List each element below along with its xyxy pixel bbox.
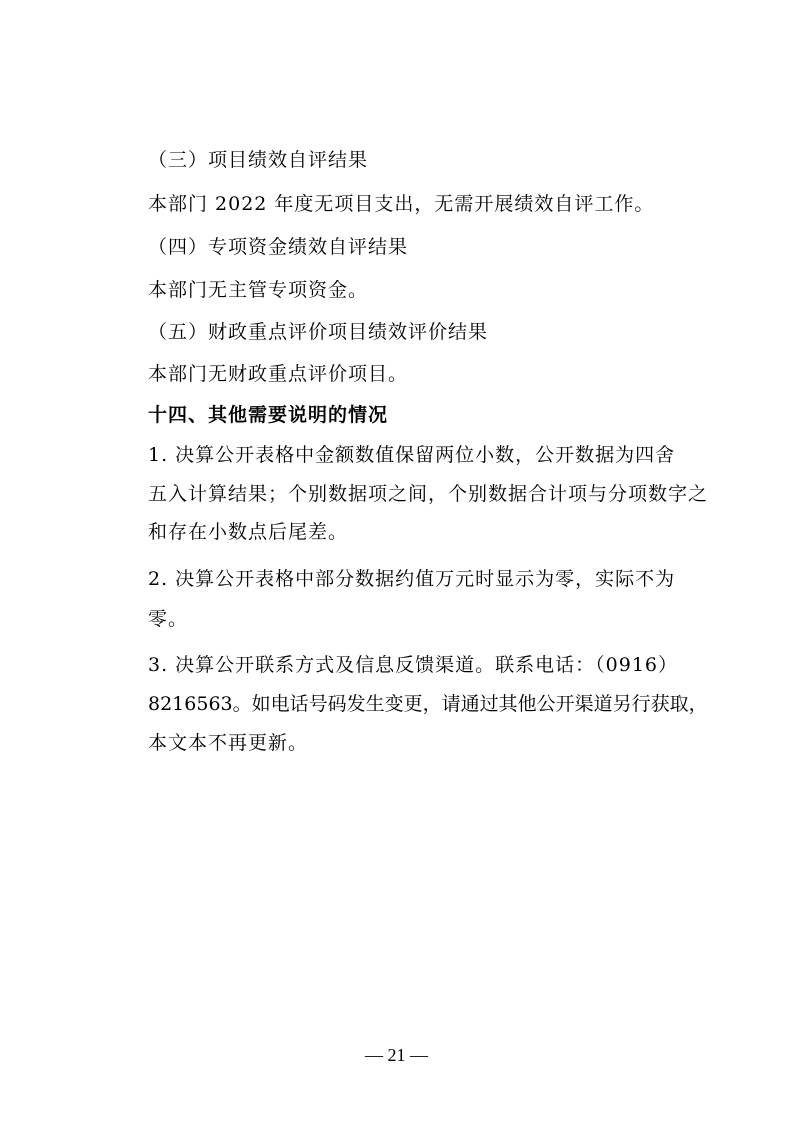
item-1-line-1: 1. 决算公开表格中金额数值保留两位小数，公开数据为四舍	[148, 444, 676, 466]
item-1-line-2: 五入计算结果；个别数据项之间，个别数据合计项与分项数字之	[148, 483, 709, 505]
section-3-body: 本部门 2022 年度无项目支出，无需开展绩效自评工作。	[148, 193, 655, 215]
item-2-line-2: 零。	[148, 608, 189, 630]
item-2-line-1: 2. 决算公开表格中部分数据约值万元时显示为零，实际不为	[148, 568, 676, 590]
page-number: — 21 —	[365, 1045, 428, 1065]
item-3-line-3: 本文本不再更新。	[148, 732, 309, 754]
item-3-line-2: 8216563。如电话号码发生变更，请通过其他公开渠道另行获取，	[148, 693, 708, 715]
item-1-line-3: 和存在小数点后尾差。	[148, 521, 349, 543]
section-14-heading: 十四、其他需要说明的情况	[148, 404, 389, 426]
section-3-title: （三）项目绩效自评结果	[148, 149, 369, 171]
section-5-title: （五）财政重点评价项目绩效评价结果	[148, 321, 489, 343]
section-5-body: 本部门无财政重点评价项目。	[148, 363, 409, 385]
section-4-body: 本部门无主管专项资金。	[148, 279, 369, 301]
section-4-title: （四）专项资金绩效自评结果	[148, 236, 409, 258]
item-3-line-1: 3. 决算公开联系方式及信息反馈渠道。联系电话：（0916）	[148, 654, 679, 676]
